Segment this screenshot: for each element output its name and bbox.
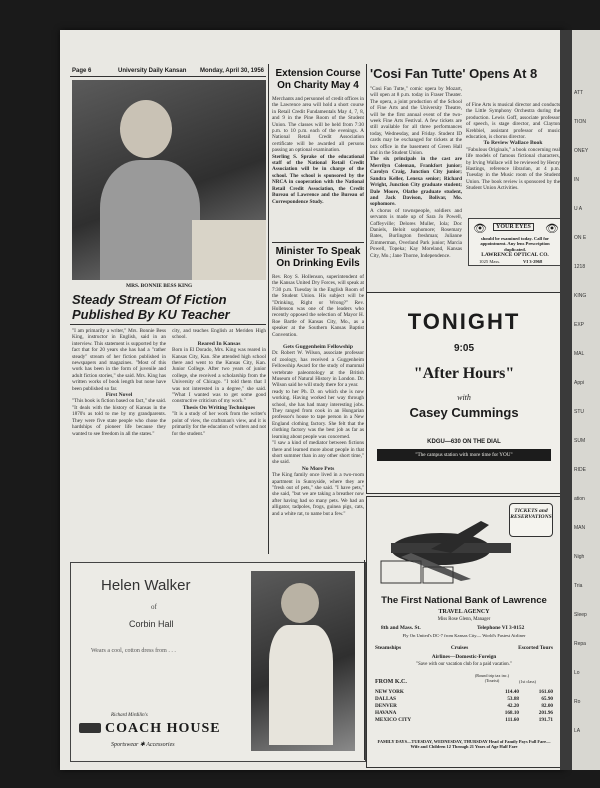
fare-tourist: 168.10 xyxy=(504,710,519,716)
fare-row xyxy=(375,689,553,696)
fare-row xyxy=(375,710,553,717)
optical-ad: 👁 YOUR EYES 👁 should be examined today. Call for appointment. Any lens Prescription duplicated. LAWRENCE OPTICAL CO. 1025 Mass. VI 3-2968 xyxy=(468,218,562,266)
bank-travel-ad: TICKETS and RESERVATIONS The First National Bank of Lawrence TRAVEL AGENCY Miss Rose Glenn, Manager 8th and Mass. St. Telephone VI 3-0152 Fly On United's DC-7 from Kansas City— World's Fastest Airliner Steamships Cruises Escorted Tours Airlines—Domestic-Foreign "Save with our vacation club for a paid vacation." FROM K.C. (Round trip tax inc.) (Tourist) (1st class) NEW YORK 114.40 161.60 DALLAS 53.88 65.90 DENVER 42.20 82.00 HAVANA 168.10 201.96 MEXICO CITY 111.60 191.71 FAMILY DAYS—TUESDAY, WEDNESDAY, THURSDAY Head of Family Pays Full Fare—Wife and Children 12 Through 21 Years of Age Half Fare xyxy=(366,496,562,768)
newspaper-page xyxy=(60,30,565,770)
model-photo xyxy=(251,571,355,751)
page-number: Page 6 xyxy=(72,68,92,74)
strip-fragment: MAL xyxy=(574,351,585,357)
coach-icon xyxy=(79,723,101,733)
strip-fragment: Sleep xyxy=(574,612,587,618)
author-photo xyxy=(72,80,266,280)
strip-fragment: SUM xyxy=(574,438,586,444)
show-title: "After Hours" xyxy=(413,365,515,382)
strip-fragment: IN xyxy=(574,177,579,183)
fare-tourist: 53.88 xyxy=(507,696,519,702)
tonight-title: TONIGHT xyxy=(407,309,521,334)
fare-first: 191.71 xyxy=(538,717,553,723)
fare-first: 201.96 xyxy=(538,710,553,716)
fare-tourist: 111.60 xyxy=(505,717,519,723)
strip-fragment: Tria xyxy=(574,583,583,589)
strip-fragment: EXP xyxy=(574,322,585,328)
coach-house-ad: Helen Walker of Corbin Hall Wears a cool, cotton dress from . . . Richard Mirdilin's COACH HOUSE Sportswear ✱ Accessories xyxy=(70,562,366,762)
issue-date: Monday, April 30, 1956 xyxy=(200,68,265,74)
sub-thesis: Thesis On Writing Techniques xyxy=(182,404,256,411)
coach-house-logo: COACH HOUSE xyxy=(105,721,221,736)
model-hall: Corbin Hall xyxy=(129,619,174,629)
strip-fragment: Ro xyxy=(574,699,581,705)
cosi-col2: of Fine Arts is musical director and conducts the Little Symphony Orchestra during the production. Lewis Goff, associate professor of speech, is stage director, and Clayton Krehbiel, assistant professor of music education, is chorus director. To Review Wallace Book "Fabulous Originals," a book concerning real life models of famous fictional characters, by Irving Wallace will be reviewed by Henry Hastings, reference librarian, at 4 p.m. Tuesday in the Music room of the Student Union. The book review is sponsored by the Student Union Activities. xyxy=(466,102,560,192)
strip-fragment: Nigh xyxy=(574,554,585,560)
cosi-headline: 'Cosi Fan Tutte' Opens At 8 xyxy=(370,66,538,81)
binding-gutter xyxy=(560,30,572,770)
sub-reared: Reared In Kansas xyxy=(197,340,241,347)
fare-row xyxy=(375,703,553,710)
steady-col2: city, and teaches English at Meriden High school. Reared In Kansas Born in El Dorado, Mrs. King was reared in Kansas City, Kan. She attended high school there and went to the Kansas City, Kan. Junior College. After two years of junior college, she received a scholarship from the University of Chicago. "I told them that I was not interested in a degree," she said. "What I wanted was to get some good constructive criticism of my work." Thesis On Writing Techniques "It is a study of her work from the writer's point of view, the craftsman's view, and it is primarily for the education of writers and not for the student." xyxy=(172,328,266,437)
photo-caption: MRS. BONNIE BESS KING xyxy=(126,283,193,289)
strip-fragment: RIDE xyxy=(574,467,586,473)
minister-headline: Minister To Speak On Drinking Evils xyxy=(275,246,361,269)
services-row: Steamships Cruises Escorted Tours xyxy=(375,645,553,651)
eye-icon: 👁 xyxy=(473,223,487,235)
strip-fragment: ONEY xyxy=(574,148,589,154)
strip-fragment: ATT xyxy=(574,90,584,96)
strip-fragment: U A xyxy=(574,206,583,212)
fare-city: DALLAS xyxy=(375,696,397,702)
tickets-bubble: TICKETS and RESERVATIONS xyxy=(509,503,553,537)
fare-first: 82.00 xyxy=(541,703,553,709)
sub-wallace: To Review Wallace Book xyxy=(483,140,543,147)
strip-fragment: Appi xyxy=(574,380,585,386)
strip-fragment: TION xyxy=(574,119,586,125)
fare-tourist: 42.20 xyxy=(507,703,519,709)
fare-city: NEW YORK xyxy=(375,689,404,695)
strip-fragment: LA xyxy=(574,728,581,734)
fare-first: 161.60 xyxy=(538,689,553,695)
extension-headline: Extension Course On Charity May 4 xyxy=(275,68,361,91)
strip-fragment: MAN xyxy=(574,525,586,531)
guggenheim-body: Gets Guggenheim Fellowship Dr. Robert W. Wilson, associate professor of zoology, has received a Guggenheim Fellowship Award for the study of mammal vertebrate paleontology at the British Museum of Natural History in London. Dr. Wilson said he will study there for a year. ready to her Ph. D. on which she is now working. Having worked her way through school, she has had many interesting jobs. They ranged from cook in an Hungarian professor's house to tape person in a New England clothing factory. She felt that the clothing factory was the best job as far as learning about people was concerned. "I saw a kind of mediator between fictions there and learned more about people in that short summer than in any other short time," she said. No More Pets The King family once lived in a two-room apartment in Sunnyside, where they are "fresh out of pets," she said. "I have pets," she said, "but we are taking a breather now after having had so many pets. We had an alligator, tadpoles, frogs, guinea pigs, cats, and a white rat, to name but a few." xyxy=(272,344,364,517)
strip-fragment: STU xyxy=(574,409,584,415)
minister-body: Rev. Roy S. Hollenson, superintendent of the Kansas United Dry Forces, will speak at 7:30 p.m. Tuesday in the English Room of the Student Union. His subject will be "Drinking, Right or Wrong?" Rev. Hollenson was one of the leaders who recently opposed the selection of Mayor H. Roe Bartle of Kansas City, Mo., as a speaker at the Southern Kansas Baptist Convention. xyxy=(272,274,364,338)
fare-first: 65.90 xyxy=(541,696,553,702)
cosi-col1: "Cosi Fan Tutte," comic opera by Mozart, will open at 8 p.m. today in Fraser Theater. The opera, a joint production of the School of Fine Arts and the University Theatre, will be the first annual event of the two-week Fine Arts Festival. A few tickets are still available for all three performances today, Wednesday, and Friday. Student ID cards may be exchanged for tickets at the box office in the basement of Green Hall and in the Student Union. The six principals in the cast are Merrilyn Coleman, Frankfort junior; Carolyn Craig, Junction City junior; Sandra Keller, Lenexa senior; Richard Wright, Junction City graduate student; Dale Moore, Olathe graduate student, and Jack Davison, Bolivar, Mo. sophomore. A chorus of townspeople, soldiers and servants is made up of Sara Jo Powell, Coffeyville; Delores Muller, Iola; Doc Daniels, Beloit sophomore; Rosemary Bates, Burlington freshman; Julianne Zimmerman, Overland Park junior; Marcia Powell, Topeka; Kay Moreland, Kansas City, Mo.; Jane Thorne, Independence. xyxy=(370,86,462,259)
kdgu-ad: TONIGHT 9:05 "After Hours" with Casey Cummings KDGU—630 ON THE DIAL "The campus station with more time for YOU" xyxy=(366,292,562,494)
steady-col1: "I am primarily a writer," Mrs. Bonnie Bess King, instructor in English, said in an interview. This statement is supported by the fact that for 20 years she has had a "rather steady" stream of her fiction published in newspapers and magazines. "Most of this work has been in the form of juvenile and adult fiction stories," she said. Mrs. King has written works of book length but none have been published so far. First Novel "This book is fiction based on fact," she said. "It deals with the history of Kansas in the 1870's as told to me by my grandparents. They were five state people who chose the hardships of pioneer life because they wanted to see freedom in all the states." xyxy=(72,328,166,437)
paper-name: University Daily Kansan xyxy=(118,68,187,74)
host-name: Casey Cummings xyxy=(409,405,519,420)
fare-city: HAVANA xyxy=(375,710,397,716)
strip-fragment: Lo xyxy=(574,670,580,676)
fare-row xyxy=(375,696,553,703)
fare-city: MEXICO CITY xyxy=(375,717,412,723)
steady-headline: Steady Stream Of Fiction Published By KU Teacher xyxy=(72,292,230,322)
bank-name: The First National Bank of Lawrence xyxy=(381,595,547,606)
extension-body: Merchants and personnel of credit offices in the Lawrence area will hold a short course in Retail Credit Fundamentals May 4, 7, 8, and 9 in the Pine Room of the Student Union. The classes will be held from 7:30 p.m. to 10 p.m. each of the evenings. A National Retail Credit Association certificate will be awarded all persons passing an optional examination. Sterling S. Sprake of the educational staff of the National Retail Credit Association will be in charge of the school. The school is sponsored by the NRCA in cooperation with the National Retail Credit Association, the Credit Bureau of Lawrence and the Bureau of Correspondence Study. xyxy=(272,96,364,205)
fare-city: DENVER xyxy=(375,703,397,709)
strip-fragment: ON E xyxy=(574,235,587,241)
fares-table xyxy=(375,689,553,724)
strip-fragment: Repa xyxy=(574,641,586,647)
fare-tourist: 114.40 xyxy=(505,689,519,695)
strip-fragment: ation xyxy=(574,496,585,502)
sub-first-novel: First Novel xyxy=(105,392,133,399)
fare-row xyxy=(375,717,553,724)
adjacent-page-strip xyxy=(572,30,600,770)
eye-icon-right: 👁 xyxy=(545,223,559,235)
strip-fragment: KING xyxy=(574,293,587,299)
strip-fragment: 1218 xyxy=(574,264,586,270)
model-name: Helen Walker xyxy=(101,577,191,594)
